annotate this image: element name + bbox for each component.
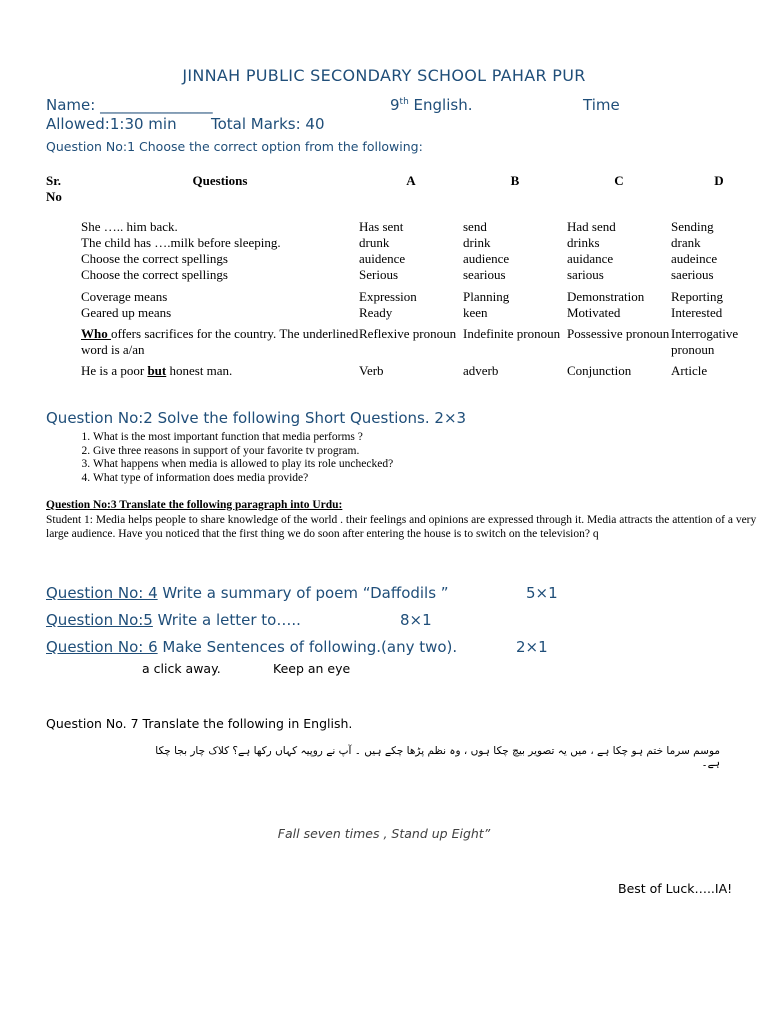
underlined-word: but [147, 363, 167, 378]
option-a: Reflexive pronoun [359, 326, 457, 341]
option-d: Reporting [671, 289, 723, 304]
grade-number: 9 [390, 96, 400, 114]
q6-line [46, 638, 457, 656]
option-a: Expression [359, 289, 417, 304]
table-row [46, 321, 767, 358]
name-label: Name: _______________ [46, 96, 213, 114]
option-b: adverb [463, 363, 499, 378]
option-a: Has sent [359, 219, 404, 234]
option-b: keen [463, 305, 488, 320]
option-c: Motivated [567, 305, 621, 320]
col-c: C [614, 173, 624, 188]
list-item: 2. Give three reasons in support of your favorite tv program. [93, 445, 393, 459]
list-item: 3. What happens when media is allowed to play its role unchecked? [93, 458, 393, 472]
page-title: JINNAH PUBLIC SECONDARY SCHOOL PAHAR PUR [182, 66, 586, 85]
option-d: saerious [671, 267, 714, 282]
best-of-luck: Best of Luck…..IA! [618, 881, 733, 896]
table-row [46, 219, 767, 235]
option-d: Interested [671, 305, 723, 320]
option-c: Had send [567, 219, 616, 234]
q6-text: Make Sentences of following.(any two). [157, 638, 458, 656]
mcq-table [46, 173, 767, 379]
question-cell: Geared up means [81, 305, 172, 320]
option-c: sarious [567, 267, 604, 282]
option-d: Sending [671, 219, 714, 234]
option-d: Interrogative pronoun [671, 326, 739, 357]
col-b: B [510, 173, 520, 188]
q5-line [46, 611, 301, 629]
option-b: drink [463, 235, 491, 250]
table-row [46, 251, 767, 267]
q7-heading: Question No. 7 Translate the following in English. [46, 716, 353, 731]
option-b: Indefinite pronoun [463, 326, 561, 341]
question-cell: The child has ….milk before sleeping. [81, 235, 281, 250]
col-sr [46, 173, 81, 205]
table-row [46, 283, 767, 305]
option-a: Serious [359, 267, 398, 282]
subject-label: English. [408, 96, 473, 114]
question-text: offers sacrifices for the country. The underlined word is a/an [81, 326, 359, 357]
option-a: Verb [359, 363, 384, 378]
short-questions-list [46, 431, 393, 485]
col-d: D [714, 173, 724, 188]
option-a: Ready [359, 305, 393, 320]
allowed-time: Allowed:1:30 min [46, 115, 177, 133]
phrase-2: Keep an eye [273, 661, 351, 676]
q5-label: Question No:5 [46, 611, 153, 629]
q3-heading: Question No:3 Translate the following paragraph into Urdu: [46, 499, 343, 511]
option-c: auidance [567, 251, 614, 266]
q4-line [46, 584, 449, 602]
urdu-text: موسم سرما ختم ہو چکا ہے ، میں یہ تصویر بیچ چکا ہوں ، وہ نظم پڑھا چکے ہیں ۔ آپ نے روپیہ کہاں رکھا ہے؟ کلاک چار بجا چکا ہے۔ [155, 745, 720, 769]
question-cell: Choose the correct spellings [81, 267, 228, 282]
option-b: searious [463, 267, 506, 282]
question-cell [81, 358, 359, 379]
grade-superscript: th [399, 97, 409, 107]
option-a: drunk [359, 235, 390, 250]
col-questions: Questions [192, 173, 248, 188]
option-d: audeince [671, 251, 718, 266]
table-row [46, 267, 767, 283]
option-d: Article [671, 363, 708, 378]
list-item: 1. What is the most important function that media performs ? [93, 431, 393, 445]
option-c: Possessive pronoun [567, 326, 670, 341]
q3-paragraph: Student 1: Media helps people to share knowledge of the world . their feelings and opinions are expressed through it. Media attracts the attention of a very large audience. Have you noticed that the first thing we do soon after entering the house is to switch on the television? q [46, 514, 757, 540]
col-sr-label: Sr. [46, 173, 62, 188]
grade-subject [390, 96, 472, 114]
mcq-header-row [46, 173, 767, 205]
list-item: 4. What type of information does media provide? [93, 472, 393, 486]
q5-marks: 8×1 [400, 611, 432, 629]
underlined-word: Who [81, 326, 111, 341]
table-row [46, 358, 767, 379]
option-c: Demonstration [567, 289, 645, 304]
option-c: Conjunction [567, 363, 632, 378]
option-b: audience [463, 251, 510, 266]
q6-marks: 2×1 [516, 638, 548, 656]
question-cell: Coverage means [81, 289, 168, 304]
motivational-quote: Fall seven times , Stand up Eight” [277, 826, 491, 841]
q4-marks: 5×1 [526, 584, 558, 602]
q6-label: Question No: 6 [46, 638, 158, 656]
table-row [46, 235, 767, 251]
q1-heading: Question No:1 Choose the correct option from the following: [46, 139, 423, 154]
q2-heading: Question No:2 Solve the following Short Questions. 2×3 [46, 409, 467, 427]
table-row [46, 305, 767, 321]
option-a: auidence [359, 251, 406, 266]
col-no-label: No [46, 189, 62, 204]
col-a: A [406, 173, 416, 188]
phrase-1: a click away. [142, 661, 221, 676]
q4-text: Write a summary of poem “Daffodils ” [157, 584, 449, 602]
option-b: Planning [463, 289, 510, 304]
total-marks: Total Marks: 40 [211, 115, 325, 133]
time-label: Time [583, 96, 620, 114]
question-text: He is a poor [81, 363, 148, 378]
question-cell: She ….. him back. [81, 219, 178, 234]
q5-text: Write a letter to….. [152, 611, 301, 629]
question-cell: Choose the correct spellings [81, 251, 228, 266]
question-text: honest man. [166, 363, 233, 378]
option-b: send [463, 219, 487, 234]
option-d: drank [671, 235, 701, 250]
q4-label: Question No: 4 [46, 584, 158, 602]
question-cell [81, 321, 359, 358]
option-c: drinks [567, 235, 600, 250]
